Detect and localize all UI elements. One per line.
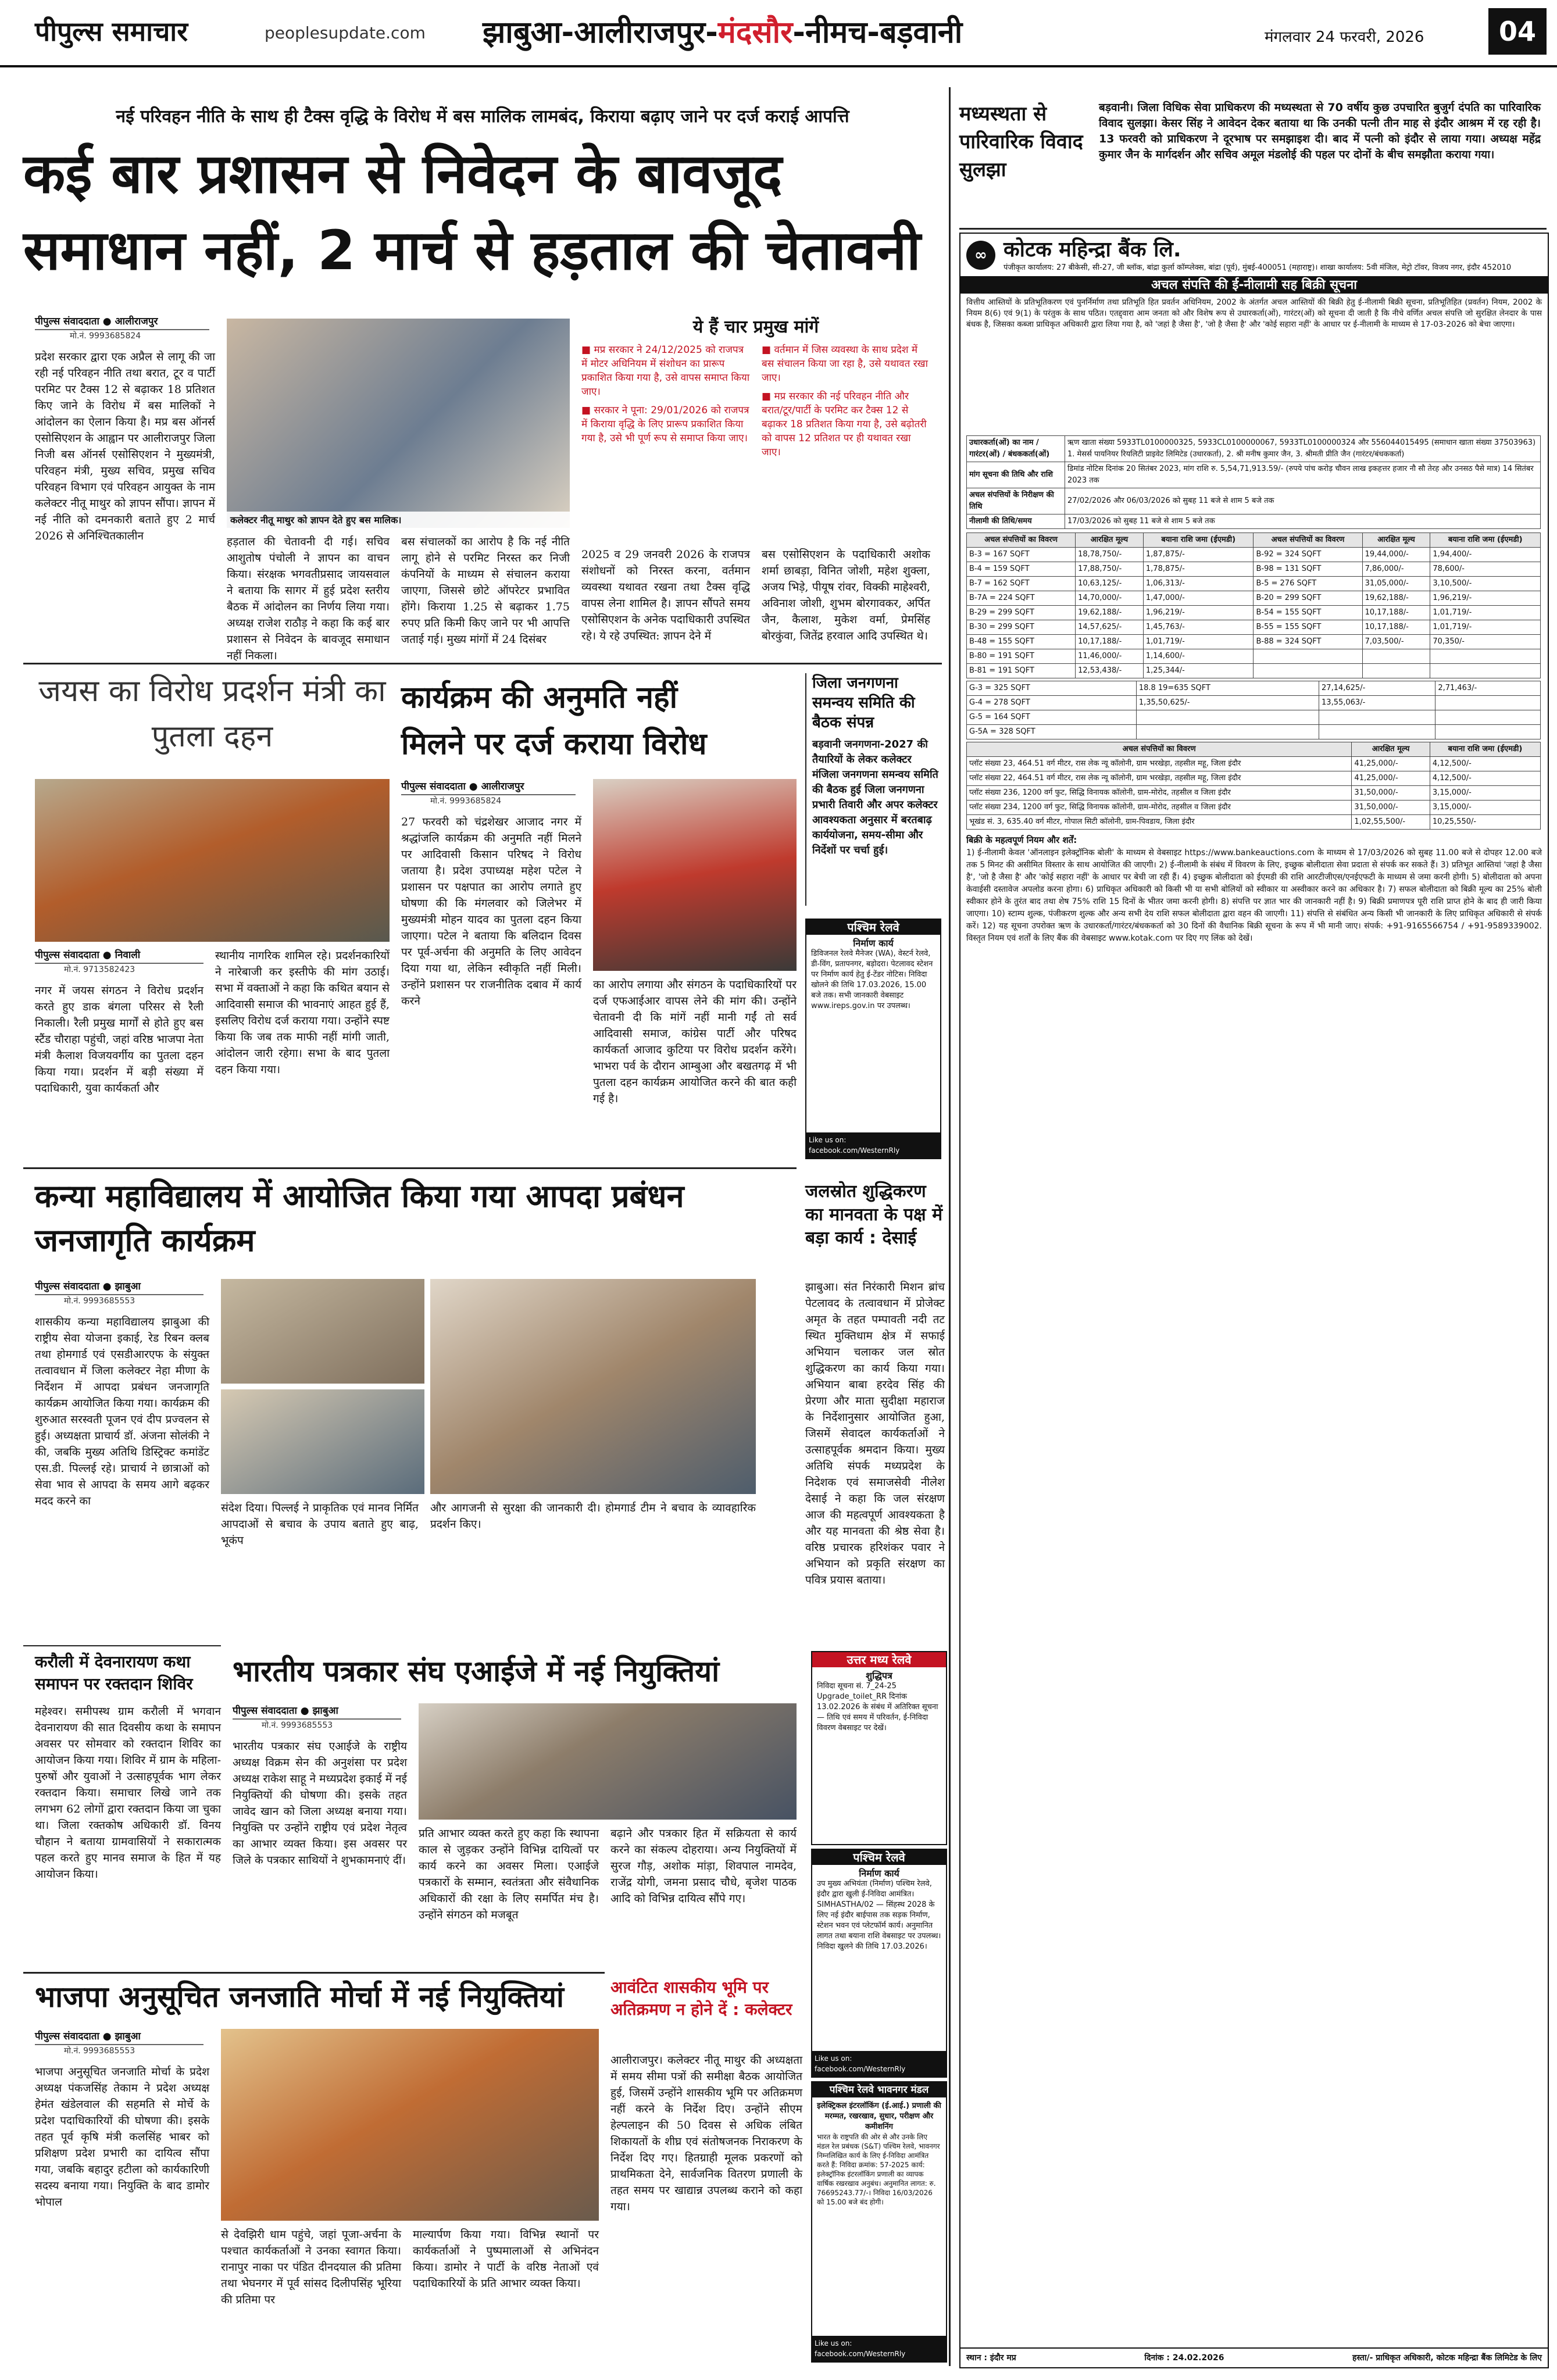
table-cell: प्लॉट संख्या 22, 464.51 वर्ग मीटर, रास लेक न्यू कॉलोनी, ग्राम भरखेड़ा, तहसील महू, जिला इंदौर: [967, 771, 1352, 786]
table-cell: 13,55,063/-: [1319, 696, 1435, 710]
table-cell: [1136, 725, 1319, 739]
railway-bhv-notice: [811, 2081, 947, 2363]
table-header: आरक्षित मूल्य: [1076, 533, 1144, 548]
table-cell: [1319, 725, 1435, 739]
table-cell: [1136, 710, 1319, 725]
table-cell: B-55 = 155 SQFT: [1254, 620, 1362, 635]
table-cell: 1,01,719/-: [1430, 606, 1541, 620]
kanya-byline: पीपुल्स संवाददाता ● झाबुआ: [35, 1279, 203, 1295]
table-cell: [1362, 649, 1430, 664]
table-cell: 31,50,000/-: [1352, 801, 1430, 815]
mediation-text: बड़वानी। जिला विधिक सेवा प्राधिकरण की मध्यस्थता से 70 वर्षीय कुछ उपचारित बुजुर्ग दंपति का पारिवारिक विवाद सुलझा। केसर सिंह ने आवेदन देकर बताया था कि उनकी पत्नी तीन माह से इंदौर आश्रम में रह रही है। 13 फरवरी को प्राधिकरण ने दूरभाष पर समझाइश दी। बाद में पत्नी को इंदौर से लाया गया। अध्यक्ष महेंद्र कुमार जैन के मार्गदर्शन और सचिव अमूल मंडलोई की पहल पर दोनों के बीच समझौता कराया गया।: [1099, 101, 1541, 161]
table-header: अचल संपत्तियों का विवरण: [1254, 533, 1362, 548]
demand-label: मांग सूचना की तिथि और राशि: [967, 462, 1065, 488]
demand-item: ■ मप्र सरकार ने 24/12/2025 को राजपत्र में मोटर अधिनियम में संशोधन का प्रारूप प्रकाशित किया गया है, उसे वापस समाप्त किया जाए।: [581, 344, 750, 398]
kanya-col-3: और आगजनी से सुरक्षा की जानकारी दी। होमगार्ड टीम ने बचाव के व्यावहारिक प्रदर्शन किए।: [430, 1502, 756, 1531]
railway-w2-notice: [811, 1849, 947, 2078]
lead-photo-caption: कलेक्टर नीतू माथुर को ज्ञापन देते हुए बस मालिक।: [227, 512, 570, 528]
table-row: [967, 786, 1541, 801]
railway-c-text: निविदा सूचना सं. 7_24-25 Upgrade_toilet_RR दिनांक 13.02.2026 के संबंध में अतिरिक्त सूचना — तिथि एवं समय में परिवर्तन, ई-निविदा विवरण वेबसाइट पर देखें।: [817, 1682, 938, 1732]
table-cell: 1,01,719/-: [1143, 635, 1254, 649]
table-header: बयाना राशि जमा (ईएमडी): [1430, 533, 1541, 548]
north-central-railway-notice: [811, 1651, 947, 1845]
demands-box: [581, 343, 930, 535]
brand-logo: पीपुल्स समाचार: [35, 16, 188, 47]
table-row: [967, 664, 1541, 678]
site-url: peoplesupdate.com: [265, 23, 426, 42]
table-cell: 3,10,500/-: [1430, 577, 1541, 591]
table-row: [967, 548, 1541, 562]
table-row: [967, 815, 1541, 830]
table-cell: B-4 = 159 SQFT: [967, 562, 1076, 577]
table-cell: B-3 = 167 SQFT: [967, 548, 1076, 562]
railway-bhv-sub: इलेक्ट्रिकल इंटरलॉकिंग (ई.आई.) प्रणाली की मरम्मत, रखरखाव, सुधार, परीक्षण और कमीशनिंग: [817, 2102, 941, 2131]
table-cell: भूखंड सं. 3, 635.40 वर्ग मीटर, गोपाल सिटी कॉलोनी, ग्राम-पिवडाय, जिला इंदौर: [967, 815, 1352, 830]
table-cell: 1,87,875/-: [1143, 548, 1254, 562]
table-cell: 18.8 19=635 SQFT: [1136, 681, 1319, 696]
railway-w-sub: निर्माण कार्य: [853, 938, 894, 949]
table-cell: 41,25,000/-: [1352, 771, 1430, 786]
table-cell: 4,12,500/-: [1430, 771, 1540, 786]
table-cell: 1,06,313/-: [1143, 577, 1254, 591]
table-header: आरक्षित मूल्य: [1362, 533, 1430, 548]
table-cell: 19,44,000/-: [1362, 548, 1430, 562]
table-cell: [1319, 710, 1435, 725]
lead-col-1: प्रदेश सरकार द्वारा एक अप्रैल से लागू की जा रही नई परिवहन नीति तथा बरात, टूर व पार्टी परमिट पर टैक्स 12 से बढ़ाकर 18 प्रतिशत किए जाने के विरोध में बस मालिकों ने आंदोलन का ऐलान किया है। मप्र बस ऑनर्स एसोसिएशन के आह्वान पर आलीराजपुर जिला निजी बस ऑनर्स एसोसिएशन ने मुख्यमंत्री, परिवहन मंत्री, मुख्य सचिव, प्रमुख सचिव परिवहन विभाग एवं परिवहन आयुक्त के नाम कलेक्टर नीतू माथुर को ज्ञापन सौंपा। ज्ञापन में नई नीति को दमनकारी बताते हुए 2 मार्च 2026 से अनिश्चितकालीन: [35, 351, 215, 542]
permission-col-2: का आरोप लगाया और संगठन के पदाधिकारियों पर दर्ज एफआईआर वापस लेने की मांग की। उन्होंने चेतावनी दी कि मांगें नहीं मानी गईं तो सर्व आदिवासी समाज, कांग्रेस पार्टी और परिषद कार्यकर्ता आजाद कुटिया पर विरोध प्रदर्शन करेंगे। भाभरा पर्व के दौरान आम्बुआ और बखतगढ़ में भी पुतला दहन कार्यक्रम आयोजित करने की बात कही गई है।: [593, 978, 797, 1105]
table-row: [967, 696, 1541, 710]
jayas-headline: जयस का विरोध प्रदर्शन मंत्री का पुतला दहन: [38, 674, 386, 754]
permission-col-1: 27 फरवरी को चंद्रशेखर आजाद नगर में श्रद्धांजलि कार्यक्रम की अनुमति नहीं मिलने पर आदिवासी किसान परिषद ने विरोध जताया है। प्रदेश उपाध्यक्ष महेश पटेल ने प्रशासन पर पक्षपात का आरोप लगाते हुए घोषणा की कि मंगलवार को जिलेभर में मुख्यमंत्री मोहन यादव का पुतला दहन किया जाएगा। पटेल ने बताया कि बलिदान दिवस पर पूर्व-अर्चना की अनुमति के लिए आवेदन दिया गया था, लेकिन स्वीकृति नहीं मिली। उन्होंने प्रशासन पर राजनीतिक दबाव में कार्य करने: [401, 816, 581, 1007]
jayas-mobile: मो.नं. 9713582423: [64, 965, 135, 974]
railway-w-notice: [805, 919, 941, 1159]
table-row: [967, 577, 1541, 591]
table-header: आरक्षित मूल्य: [1352, 742, 1430, 757]
railway-bhv-title: पश्चिम रेलवे भावनगर मंडल: [812, 2082, 946, 2097]
patrakar-col-3: बढ़ाने और पत्रकार हित में सक्रियता से कार्य करने का संकल्प दोहराया। अन्य नियुक्तियों में सुरज गौड़, अशोक मांड़ा, शिवपाल नामदेव, राजेंद्र योगी, जमना प्रसाद चौधे, बृजेश पाठक आदि को विभिन्न दायित्व सौंपे गए।: [610, 1827, 797, 1905]
table-row: [967, 801, 1541, 815]
jayas-byline: पीपुल्स संवाददाता ● निवाली: [35, 948, 203, 964]
railway-w-link[interactable]: Like us on: facebook.com/WesternRly: [806, 1132, 940, 1158]
kotak-terms-title: बिक्री के महत्वपूर्ण नियम और शर्तें:: [966, 835, 1077, 845]
patrakar-col-2: प्रति आभार व्यक्त करते हुए कहा कि स्थापना काल से जुड़कर उन्होंने विभिन्न दायित्वों पर कार्य करने का अवसर मिला। एआईजे पत्रकारों के सम्मान, स्वतंत्रता और संवैधानिक अधिकारों की रक्षा के लिए समर्पित मंच है। उन्होंने संगठन को मजबूत: [419, 1827, 599, 1921]
lead-kicker: नई परिवहन नीति के साथ ही टैक्स वृद्धि के विरोध में बस मालिक लामबंद, किराया बढ़ाए जाने पर दर्ज कराई आपत्ति: [116, 106, 849, 127]
bjp-mobile: मो.नं. 9993685553: [64, 2046, 135, 2056]
table-cell: B-20 = 299 SQFT: [1254, 591, 1362, 606]
table-cell: B-5 = 276 SQFT: [1254, 577, 1362, 591]
kotak-address: पंजीकृत कार्यालय: 27 बीकेसी, सी-27, जी ब्लॉक, बांद्रा कुर्ला कॉम्प्लेक्स, बांद्रा (पूर्व), मुंबई-400051 (महाराष्ट्र)। शाखा कार्यालय: 5वी मंजिल, मेट्रो टॉवर, विजय नगर, इंदौर 452010: [1004, 263, 1512, 272]
jayas-col-2: स्थानीय नागरिक शामिल रहे। प्रदर्शनकारियों ने नारेबाजी कर इस्तीफे की मांग उठाई। सभा में वक्ताओं ने कहा कि कथित बयान से आदिवासी समाज की भावनाएं आहत हुई हैं, इसलिए विरोध दर्ज कराया गया। उन्होंने स्पष्ट किया कि जब तक माफी नहीं मांगी जाती, आंदोलन जारी रहेगा। सभा के बाद पुतला दहन किया गया।: [215, 949, 390, 1076]
demand-item: ■ मप्र सरकार की नई परिवहन नीति और बरात/टूर/पार्टी के परमिट कर टैक्स 12 से बढ़ाकर 18 प्रतिशत किया गया है, उसे बढ़ोतरी को वापस 12 प्रतिशत पर ही यथावत रखा जाए।: [762, 391, 927, 458]
table-cell: 3,15,000/-: [1430, 786, 1540, 801]
kotak-ground-table: [966, 681, 1541, 739]
patrakar-photo: [419, 1703, 797, 1820]
table-cell: 10,17,188/-: [1362, 606, 1430, 620]
lead-mobile: मो.नं. 9993685824: [70, 331, 141, 341]
table-cell: 1,35,50,625/-: [1136, 696, 1319, 710]
table-cell: 10,25,550/-: [1430, 815, 1540, 830]
aavantit-headline: आवंटित शासकीय भूमि पर अतिक्रमण न होने दें : कलेक्टर: [610, 1978, 792, 2019]
region-title: [483, 10, 962, 52]
kanya-photo-1: [221, 1279, 424, 1384]
table-cell: 31,05,000/-: [1362, 577, 1430, 591]
page-number: 04: [1488, 8, 1547, 55]
table-row: [967, 635, 1541, 649]
table-header: अचल संपत्तियों का विवरण: [967, 533, 1076, 548]
permission-mobile: मो.नं. 9993685824: [430, 796, 502, 806]
kotak-plots-table: [966, 742, 1541, 830]
table-cell: [1430, 664, 1541, 678]
table-cell: 1,45,763/-: [1143, 620, 1254, 635]
table-cell: प्लॉट संख्या 23, 464.51 वर्ग मीटर, रास लेक न्यू कॉलोनी, ग्राम भरखेड़ा, तहसील महू, जिला इंदौर: [967, 757, 1352, 771]
kotak-bank-name: कोटक महिन्द्रा बैंक लि.: [1004, 238, 1181, 262]
table-cell: [1430, 649, 1541, 664]
karauli-text: महेश्वर। समीपस्थ ग्राम करौली में भगवान देवनारायण की सात दिवसीय कथा के समापन अवसर पर सोमवार को रक्तदान शिविर का आयोजन किया गया। शिविर में ग्राम के महिला-पुरुषों और युवाओं ने उत्साहपूर्वक भाग लेकर रक्तदान किया। समाचार लिखे जाने तक लगभग 62 लोगों द्वारा रक्तदान किया जा चुका था। जिला रक्तकोष अधिकारी डॉ. विनय चौहान ने बताया ग्रामवासियों ने सकारात्मक पहल करते हुए मानव समाज के हित में यह आयोजन किया।: [35, 1705, 221, 1881]
mediation-label: मध्यस्थता से पारिवारिक विवाद सुलझा: [959, 102, 1083, 181]
table-cell: [1362, 664, 1430, 678]
table-row: [967, 725, 1541, 739]
bjp-col-1: भाजपा अनुसूचित जनजाति मोर्चा के प्रदेश अध्यक्ष पंकजसिंह तेकाम ने प्रदेश अध्यक्ष हेमंत खंडेलवाल की सहमति से मोर्चे के प्रदेश पदाधिकारियों की घोषणा की। इसके तहत पूर्व कृषि मंत्री कलसिंह भाबर को प्रशिक्षण प्रदेश प्रभारी का दायित्व सौंपा गया, जबकि बहादुर हटीला को कार्यकारिणी सदस्य बनाया गया। नियुक्ति के बाद डामोर भोपाल: [35, 2065, 209, 2209]
table-cell: 7,03,500/-: [1362, 635, 1430, 649]
table-cell: 1,47,000/-: [1143, 591, 1254, 606]
demand-value: डिमांड नोटिस दिनांक 20 सितंबर 2023, मांग राशि रु. 5,54,71,913.59/- (रुपये पांच करोड़ चौवन लाख इकहत्तर हजार नौ सौ तेरह और उनसठ पैसे मात्र) 14 सितंबर 2023 तक: [1065, 462, 1541, 488]
table-cell: 1,96,219/-: [1143, 606, 1254, 620]
table-header: बयाना राशि जमा (ईएमडी): [1143, 533, 1254, 548]
lead-headline-2: समाधान नहीं, 2 मार्च से हड़ताल की चेतावनी: [23, 219, 921, 283]
patrakar-byline: पीपुल्स संवाददाता ● झाबुआ: [233, 1703, 401, 1720]
jayas-photo: [35, 779, 390, 942]
demands-title: ये हैं चार प्रमुख मांगें: [692, 317, 819, 337]
table-cell: 19,62,188/-: [1076, 606, 1144, 620]
lead-col-2: हड़ताल की चेतावनी दी गई। सचिव आशुतोष पंचोली ने ज्ञापन का वाचन किया। संरक्षक भगवतीप्रसाद जायसवाल ने बताया कि सागर में हुई प्रदेश स्तरीय बैठक में आंदोलन का निर्णय लिया गया। अध्यक्ष राजेश राठौड़ ने कहा कि कई बार प्रशासन से निवेदन के बावजूद समाधान नहीं निकला।: [227, 535, 390, 662]
demand-item: ■ वर्तमान में जिस व्यवस्था के साथ प्रदेश में बस संचालन किया जा रहा है, उसे यथावत रखा जाए।: [762, 344, 928, 384]
kanya-mobile: मो.नं. 9993685553: [64, 1296, 135, 1306]
patrakar-col-1: भारतीय पत्रकार संघ एआईजे के राष्ट्रीय अध्यक्ष विक्रम सेन की अनुशंसा पर प्रदेश अध्यक्ष राकेश साहू ने मध्यप्रदेश इकाई में नई नियुक्तियों की घोषणा की। इसके तहत जावेद खान को जिला अध्यक्ष बनाया गया। नियुक्ति पर उन्होंने राष्ट्रीय एवं प्रदेश नेतृत्व का आभार व्यक्त किया। इस अवसर पर जिले के पत्रकार साथियों ने शुभकामनाएं दीं।: [233, 1740, 407, 1867]
table-cell: 3,15,000/-: [1430, 801, 1540, 815]
table-cell: B-7 = 162 SQFT: [967, 577, 1076, 591]
committee-text: बड़वानी जनगणना-2027 की तैयारियों के लेकर कलेक्टर मंजिला जनगणना समन्वय समिति की बैठक हुई जिला जनगणना प्रभारी तिवारी और अपर कलेक्टर आवश्यकता अनुसार में बरतबाढ़ कार्ययोजना, समय-सीमा और निर्देशों पर चर्चा हुई।: [812, 738, 938, 856]
table-cell: G-4 = 278 SQFT: [967, 696, 1137, 710]
issue-date: मंगलवार 24 फरवरी, 2026: [1265, 28, 1424, 46]
table-cell: 1,01,719/-: [1430, 620, 1541, 635]
table-cell: [1435, 696, 1541, 710]
table-cell: 11,46,000/-: [1076, 649, 1144, 664]
table-cell: 1,14,600/-: [1143, 649, 1254, 664]
lead-col-5: बस एसोसिएशन के पदाधिकारी अशोक शर्मा छाबड़ा, विनित जोशी, महेश शुक्ला, अजय भिड़े, पीयूष रांवर, विक्की माहेश्वरी, अविनाश जोशी, शुभम बोरगावकर, अर्पित जैन, कैलाश, मुकेश वर्मा, प्रेमसिंह बोरकुंवा, जितेंद्र हरवाल आदि उपस्थित थे।: [762, 548, 930, 642]
region-part-c: -नीमच-बड़वानी: [792, 15, 963, 50]
table-cell: 10,17,188/-: [1076, 635, 1144, 649]
table-header: बयाना राशि जमा (ईएमडी): [1430, 742, 1540, 757]
table-cell: 1,94,400/-: [1430, 548, 1541, 562]
kotak-notice: [959, 233, 1549, 2368]
jalsrot-text: झाबुआ। संत निरंकारी मिशन ब्रांच पेटलावद के तत्वावधान में प्रोजेक्ट अमृत के तहत पम्पावती नदी तट स्थित मुक्तिधाम क्षेत्र में सफाई अभियान चलाकर जल स्रोत शुद्धिकरण का कार्य किया गया। अभियान बाबा हरदेव सिंह की प्रेरणा और माता सुदीक्षा महाराज के निर्देशानुसार आयोजित हुआ, जिसमें सेवादल कार्यकर्ताओं ने उत्साहपूर्वक श्रमदान किया। मुख्य अतिथि संपर्क मध्यप्रदेश के निदेशक एवं समाजसेवी नीलेश देसाई ने कहा कि जल संरक्षण आज की महत्वपूर्ण आवश्यकता है और यह मानवता की श्रेष्ठ सेवा है। वरिष्ठ प्रचारक हरिशंकर पवार ने अभियान को प्रकृति संरक्षण का पवित्र प्रयास बताया।: [805, 1281, 945, 1586]
lead-headline-1: कई बार प्रशासन से निवेदन के बावजूद: [23, 142, 783, 206]
bjp-photo: [221, 2029, 599, 2221]
railway-bhv-text: भारत के राष्ट्रपति की ओर से और उनके लिए मंडल रेल प्रबंधक (S&T) पश्चिम रेलवे, भावनगर निम्नलिखित कार्य के लिए ई-निविदा आमंत्रित करते हैं: निविदा क्रमांक: 57-2025 कार्य: इलेक्ट्रॉनिक इंटरलॉकिंग प्रणाली का व्यापक वार्षिक रखरखाव अनुबंध। अनुमानित लागत: रु. 76695243.77/-। निविदा 16/03/2026 को 15.00 बजे बंद होगी।: [817, 2133, 940, 2206]
table-cell: B-98 = 131 SQFT: [1254, 562, 1362, 577]
table-cell: 10,63,125/-: [1076, 577, 1144, 591]
bjp-headline: भाजपा अनुसूचित जनजाति मोर्चा में नई नियुक्तियां: [35, 1980, 564, 2014]
table-cell: 10,17,188/-: [1362, 620, 1430, 635]
table-cell: [1254, 664, 1362, 678]
table-cell: 1,78,875/-: [1143, 562, 1254, 577]
jalsrot-headline: जलस्रोत शुद्धिकरण का मानवता के पक्ष में बड़ा कार्य : देसाई: [805, 1181, 943, 1248]
kanya-col-2: संदेश दिया। पिल्लई ने प्राकृतिक एवं मानव निर्मित आपदाओं से बचाव के उपाय बताते हुए बाढ़, भूकंप: [221, 1502, 419, 1547]
table-cell: B-88 = 324 SQFT: [1254, 635, 1362, 649]
table-cell: [1254, 649, 1362, 664]
bjp-byline: पीपुल्स संवाददाता ● झाबुआ: [35, 2029, 203, 2045]
table-row: [967, 620, 1541, 635]
kotak-title: अचल संपत्ति की ई-नीलामी सह बिक्री सूचना: [960, 277, 1548, 294]
table-row: [967, 757, 1541, 771]
railway-c-title: उत्तर मध्य रेलवे: [812, 1652, 946, 1667]
railway-w-text: डिविजनल रेलवे मैनेजर (WA), वेस्टर्न रेलवे, डी-विंग, प्रतापनगर, बड़ोदरा। पेटलावद स्टेशन पर निर्माण कार्य हेतु ई-टेंडर नोटिस। निविदा खोलने की तिथि 17.03.2026, 15.00 बजे तक। सभी जानकारी वेबसाइट www.ireps.gov.in पर उपलब्ध।: [811, 949, 933, 1010]
patrakar-mobile: मो.नं. 9993685553: [262, 1721, 333, 1730]
railway-w2-text: उप मुख्य अभियंता (निर्माण) पश्चिम रेलवे, इंदौर द्वारा खुली ई-निविदा आमंत्रित। SIMHASTHA/02 — सिंहस्थ 2028 के लिए नई इंदौर बाईपास तक सड़क निर्माण, स्टेशन भवन एवं प्लेटफॉर्म कार्य। अनुमानित लागत तथा बयाना राशि वेबसाइट पर उपलब्ध। निविदा खुलने की तिथि 17.03.2026।: [817, 1879, 941, 1951]
table-row: [967, 710, 1541, 725]
table-cell: 17,88,750/-: [1076, 562, 1144, 577]
table-cell: G-5A = 328 SQFT: [967, 725, 1137, 739]
table-cell: G-3 = 325 SQFT: [967, 681, 1137, 696]
auction-label: नीलामी की तिथि/समय: [967, 514, 1065, 529]
railway-w2-sub: निर्माण कार्य: [859, 1868, 899, 1879]
kotak-details-table: [966, 435, 1541, 529]
table-cell: B-81 = 191 SQFT: [967, 664, 1076, 678]
bjp-col-3: माल्यार्पण किया गया। विभिन्न स्थानों पर कार्यकर्ताओं ने पुष्पमालाओं से अभिनंदन किया। डामोर ने पार्टी के वरिष्ठ नेताओं एवं पदाधिकारियों के प्रति आभार व्यक्त किया।: [413, 2228, 599, 2290]
borrower-value: ऋण खाता संख्या 5933TL0100000325, 5933CL0100000067, 5933TL0100000324 और 556044015495 (समाधान खाता संख्या 37503963) 1. मेसर्स पायनियर रियलिटी प्राइवेट लिमिटेड (उधारकर्ता), 2. श्री मनीष कुमार जैन, 3. श्रीमती प्रीति जैन (गारंटर/बंधककर्ता): [1065, 436, 1541, 462]
table-cell: प्लॉट संख्या 236, 1200 वर्ग फुट, सिद्धि विनायक कॉलोनी, ग्राम-मोरोद, तहसील व जिला इंदौर: [967, 786, 1352, 801]
table-row: [967, 591, 1541, 606]
inspection-value: 27/02/2026 और 06/03/2026 को सुबह 11 बजे से शाम 5 बजे तक: [1065, 488, 1541, 514]
table-cell: B-92 = 324 SQFT: [1254, 548, 1362, 562]
table-cell: B-54 = 155 SQFT: [1254, 606, 1362, 620]
kotak-footer-date: दिनांक : 24.02.2026: [1144, 2353, 1224, 2363]
committee-box: [805, 673, 940, 906]
table-cell: B-48 = 155 SQFT: [967, 635, 1076, 649]
table-cell: G-5 = 164 SQFT: [967, 710, 1137, 725]
table-cell: 27,14,625/-: [1319, 681, 1435, 696]
kotak-footer-sign: हस्ता/- प्राधिकृत अधिकारी, कोटक महिन्द्रा बैंक लिमिटेड के लिए: [1352, 2353, 1542, 2363]
table-cell: 14,57,625/-: [1076, 620, 1144, 635]
kanya-photo-3: [430, 1279, 756, 1494]
karauli-headline: करौली में देवनारायण कथा समापन पर रक्तदान शिविर: [35, 1652, 193, 1693]
table-cell: 1,96,219/-: [1430, 591, 1541, 606]
table-cell: 1,25,344/-: [1143, 664, 1254, 678]
kotak-shops-table: [966, 533, 1541, 678]
auction-value: 17/03/2026 को सुबह 11 बजे से शाम 5 बजे तक: [1065, 514, 1541, 529]
borrower-label: उधारकर्ता(ओं) का नाम / गारंटर(ओं) / बंधककर्ता(ओं): [967, 436, 1065, 462]
railway-w-title: पश्चिम रेलवे: [806, 920, 940, 935]
table-row: [967, 681, 1541, 696]
table-cell: 19,62,188/-: [1362, 591, 1430, 606]
kotak-intro: वित्तीय आस्तियों के प्रतिभूतिकरण एवं पुनर्निर्माण तथा प्रतिभूति हित प्रवर्तन अधिनियम, 2002 के अंतर्गत अचल आस्तियों की बिक्री हेतु ई-नीलामी बिक्री सूचना, प्रतिभूतिहित (प्रवर्तन) नियम, 2002 के नियम 8(6) एवं 9(1) के परंतुक के साथ पठित। एतद्द्वारा आम जनता को और विशेष रूप से उधारकर्ता(ओं), गारंटर(ओं) को सूचना दी जाती है कि नीचे वर्णित अचल संपत्ति जो सुरक्षित लेनदार के पास बंधक है, जिसका कब्जा प्राधिकृत अधिकारी द्वारा लिया गया है, को 'जहां है जैसा है', 'जो है जैसा है' और 'कोई सहारा नहीं' के आधार पर ई-नीलामी के माध्यम से 17-03-2026 को बेचा जाएगा।: [966, 298, 1542, 329]
table-row: [967, 562, 1541, 577]
patrakar-headline: भारतीय पत्रकार संघ एआईजे में नई नियुक्तियां: [233, 1654, 720, 1688]
table-cell: [1435, 710, 1541, 725]
kotak-footer-place: स्थान : इंदौर मप्र: [966, 2353, 1016, 2363]
table-cell: 78,600/-: [1430, 562, 1541, 577]
aavantit-text: आलीराजपुर। कलेक्टर नीतू माथुर की अध्यक्षता में समय सीमा पत्रों की समीक्षा बैठक आयोजित हुई, जिसमें उन्होंने शासकीय भूमि पर अतिक्रमण नहीं करने के निर्देश दिए। उन्होंने सीएम हेल्पलाइन की 50 दिवस से अधिक लंबित शिकायतों के शीघ्र एवं संतोषजनक निराकरण के निर्देश दिए गए। हितग्राही मूलक प्रकरणों को प्राथमिकता देने, सार्वजनिक वितरण प्रणाली के तहत समय पर खाद्यान्न उपलब्ध कराने को कहा गया।: [610, 2054, 802, 2213]
table-cell: B-30 = 299 SQFT: [967, 620, 1076, 635]
region-part-a: झाबुआ-आलीराजपुर-: [483, 15, 718, 50]
table-cell: 4,12,500/-: [1430, 757, 1540, 771]
region-part-b: मंदसौर: [717, 15, 793, 50]
table-cell: 1,02,55,500/-: [1352, 815, 1430, 830]
kotak-terms: 1) ई-नीलामी केवल 'ऑनलाइन इलेक्ट्रॉनिक बोली' के माध्यम से वेबसाइट https://www.bankeauctions.com के माध्यम से 17/03/2026 को सुबह 11.00 बजे से दोपहर 12.00 बजे तक 5 मिनट की असीमित विस्तार के साथ आयोजित की जाएगी। 2) ई-नीलामी के संबंध में विवरण के लिए, इच्छुक बोलीदाता सेवा प्रदाता से संपर्क कर सकते हैं। 3) प्रतिभूत आस्तियां 'जहां है जैसा है', 'जो है जैसा है' और 'कोई सहारा नहीं' के आधार पर बेची जा रही हैं। 4) इच्छुक बोलीदाता को ईएमडी की राशि आरटीजीएस/एनईएफटी के माध्यम से जमा करनी होगी। 5) बोलीदाता को अपना केवाईसी दस्तावेज अपलोड करना होगा। 6) प्राधिकृत अधिकारी को किसी भी या सभी बोलियों को स्वीकार या अस्वीकार करने का अधिकार है। 7) सफल बोलीदाता को बिक्री मूल्य का 25% बोली स्वीकार होने के तुरंत बाद तथा शेष 75% राशि 15 दिनों के भीतर जमा करनी होगी। 8) संपत्ति पर ज्ञात भार की जानकारी नहीं है। 9) बिक्री प्रमाणपत्र पूरी राशि प्राप्त होने के बाद ही जारी किया जाएगा। 10) स्टाम्प शुल्क, पंजीकरण शुल्क और अन्य सभी देय राशि सफल बोलीदाता द्वारा वहन की जाएगी। 11) संपत्ति से संबंधित अन्य किसी भी जानकारी के लिए प्राधिकृत अधिकारी से संपर्क करें। 12) यह सूचना उपरोक्त ऋण के उधारकर्ता/गारंटर/बंधककर्ता को 30 दिनों की वैधानिक बिक्री सूचना के रूप में भी मानी जाए। संपर्क: +91-9165566754 / +91-9589339002. विस्तृत नियम एवं शर्तों के लिए बैंक की वेबसाइट www.kotak.com पर दिए गए लिंक को देखें।: [966, 848, 1542, 943]
table-cell: 14,70,000/-: [1076, 591, 1144, 606]
table-cell: 12,53,438/-: [1076, 664, 1144, 678]
lead-col-4: 2025 व 29 जनवरी 2026 के राजपत्र संशोधनों को निरस्त करना, वर्तमान व्यवस्था यथावत रखना तथा टैक्स वृद्धि वापस लेना शामिल है। ज्ञापन सौंपते समय एसोसिएशन के अनेक पदाधिकारी उपस्थित रहे। ये रहे उपस्थित: ज्ञापन देने में: [581, 548, 750, 642]
railway-w2-link[interactable]: Like us on: facebook.com/WesternRly: [812, 2051, 946, 2077]
table-row: [967, 606, 1541, 620]
permission-headline-1: कार्यक्रम की अनुमति नहीं: [401, 680, 678, 715]
table-cell: प्लॉट संख्या 234, 1200 वर्ग फुट, सिद्धि विनायक कॉलोनी, ग्राम-मोरोद, तहसील व जिला इंदौर: [967, 801, 1352, 815]
permission-byline: पीपुल्स संवाददाता ● आलीराजपुर: [401, 779, 576, 795]
table-row: [967, 649, 1541, 664]
table-cell: 70,350/-: [1430, 635, 1541, 649]
jayas-col-1: नगर में जयस संगठन ने विरोध प्रदर्शन करते हुए डाक बंगला परिसर से रैली निकाली। रैली प्रमुख मार्गों से होते हुए बस स्टैंड चौराहा पहुंची, जहां वरिष्ठ भाजपा नेता मंत्री कैलाश विजयवर्गीय का पुतला दहन किया गया। प्रदर्शन में बड़ी संख्या में पदाधिकारी, युवा कार्यकर्ता और: [35, 984, 203, 1095]
lead-byline: पीपुल्स संवाददाता ● आलीराजपुर: [35, 314, 209, 330]
railway-w2-title: पश्चिम रेलवे: [812, 1850, 946, 1865]
kanya-photo-2: [221, 1389, 424, 1494]
table-cell: 31,50,000/-: [1352, 786, 1430, 801]
demand-item: ■ सरकार ने पूना: 29/01/2026 को राजपत्र में किराया वृद्धि के लिए प्रारूप प्रकाशित किया गया है, उसे भी पूर्ण रूप से समाप्त किया जाए।: [581, 405, 749, 444]
table-cell: 2,71,463/-: [1435, 681, 1541, 696]
lead-col-3: बस संचालकों का आरोप है कि नई नीति लागू होने से परमिट निरस्त कर निजी कंपनियों के माध्यम से संचालन कराया जाएगा, जिससे छोटे ऑपरेटर प्रभावित होंगे। किराया 1.25 से बढ़ाकर 1.75 रुपए प्रति किमी किए जाने पर भी आपत्ति जताई गई। मुख्य मांगों में 24 दिसंबर: [401, 535, 570, 646]
kotak-logo-icon: ∞: [966, 241, 995, 270]
table-cell: 18,78,750/-: [1076, 548, 1144, 562]
table-cell: [1435, 725, 1541, 739]
table-cell: 41,25,000/-: [1352, 757, 1430, 771]
committee-headline: जिला जनगणना समन्वय समिति की बैठक संपन्न: [812, 674, 915, 731]
kanya-col-1: शासकीय कन्या महाविद्यालय झाबुआ की राष्ट्रीय सेवा योजना इकाई, रेड रिबन क्लब तथा होमगार्ड एवं एसडीआरएफ के संयुक्त तत्वावधान में जिला कलेक्टर नेहा मीणा के निर्देशन में आपदा प्रबंधन जनजागृति कार्यक्रम आयोजित किया गया। कार्यक्रम की शुरुआत सरस्वती पूजन एवं दीप प्रज्वलन से हुई। अध्यक्षता प्राचार्य डॉ. अंजना सोलंकी ने की, जबकि मुख्य अतिथि डिस्ट्रिक्ट कमांडेंट एस.डी. पिल्लई रहे। प्राचार्य ने छात्राओं को सेवा भाव से आपदा के समय आगे बढ़कर मदद करने का: [35, 1316, 209, 1507]
table-cell: B-7A = 224 SQFT: [967, 591, 1076, 606]
inspection-label: अचल संपत्तियों के निरीक्षण की तिथि: [967, 488, 1065, 514]
permission-headline-2: मिलने पर दर्ज कराया विरोध: [401, 727, 707, 762]
railway-c-sub: शुद्धिपत्र: [866, 1670, 892, 1681]
table-cell: 7,86,000/-: [1362, 562, 1430, 577]
kanya-headline: कन्या महाविद्यालय में आयोजित किया गया आपदा प्रबंधन जनजागृति कार्यक्रम: [35, 1178, 684, 1259]
masthead: [0, 0, 1557, 67]
railway-bhv-link[interactable]: Like us on: facebook.com/WesternRly: [812, 2336, 946, 2361]
bjp-col-2: से देवझिरी धाम पहुंचे, जहां पूजा-अर्चना के पश्चात कार्यकर्ताओं ने उनका स्वागत किया। रानापुर नाका पर पंडित दीनदयाल की प्रतिमा तथा भेघनगर में पूर्व सांसद दिलीपसिंह भूरिया की प्रतिमा पर: [221, 2228, 401, 2306]
table-header: अचल संपत्तियों का विवरण: [967, 742, 1352, 757]
table-cell: B-80 = 191 SQFT: [967, 649, 1076, 664]
permission-photo: [593, 779, 797, 971]
lead-photo: [227, 319, 570, 528]
table-row: [967, 771, 1541, 786]
table-cell: B-29 = 299 SQFT: [967, 606, 1076, 620]
